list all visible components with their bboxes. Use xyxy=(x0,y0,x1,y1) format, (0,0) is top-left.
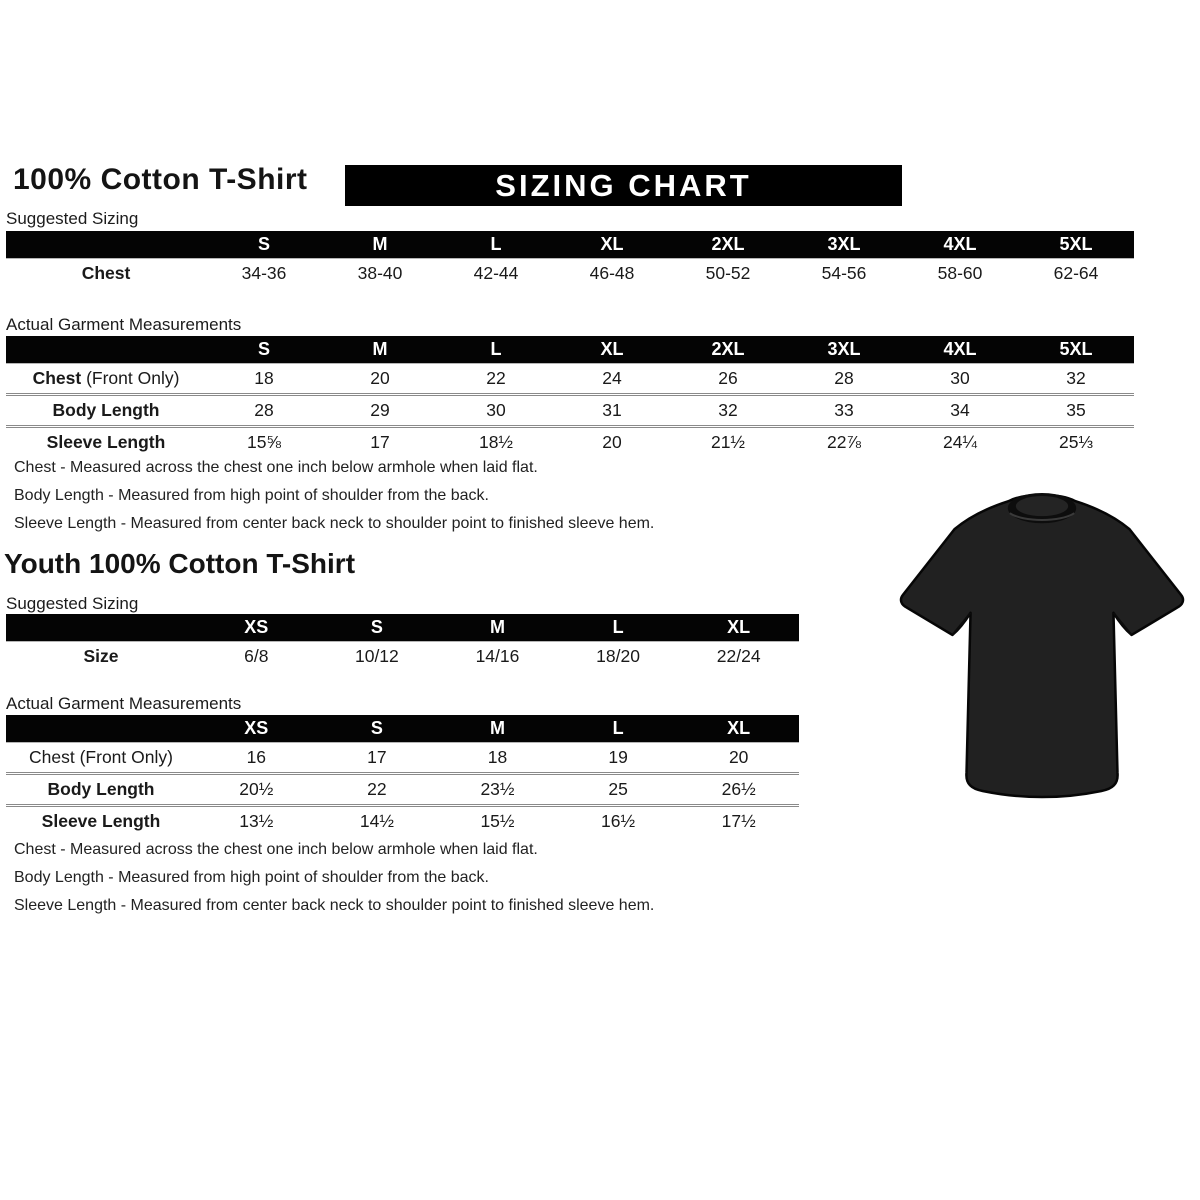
cell: 54-56 xyxy=(821,263,867,283)
cell: 15⅝ xyxy=(206,427,322,458)
col-header: XS xyxy=(196,614,317,642)
col-header: S xyxy=(206,231,322,259)
youth-actual-table xyxy=(6,715,799,836)
cell: 30 xyxy=(438,395,554,427)
cell: 18 xyxy=(254,368,274,388)
col-header: L xyxy=(558,715,679,743)
row-label-suffix: (Front Only) xyxy=(86,368,180,388)
table-row xyxy=(6,259,1134,289)
cell: 22⅞ xyxy=(786,427,902,458)
col-header: S xyxy=(317,614,438,642)
col-header: M xyxy=(322,336,438,364)
adult-suggested-table xyxy=(6,231,1134,288)
table-row xyxy=(6,642,799,672)
row-label: Sleeve Length xyxy=(6,806,196,837)
row-label: Sleeve Length xyxy=(6,427,206,458)
cell: 58-60 xyxy=(937,263,983,283)
row-label: Body Length xyxy=(6,395,206,427)
tshirt-icon xyxy=(888,476,1196,810)
cell: 18½ xyxy=(438,427,554,458)
cell: 25⅓ xyxy=(1018,427,1134,458)
adult-actual-label: Actual Garment Measurements xyxy=(6,315,242,334)
note-body-length: Body Length - Measured from high point of shoulder from the back. xyxy=(14,487,489,504)
adult-suggested-label: Suggested Sizing xyxy=(6,209,139,228)
adult-measurement-notes xyxy=(14,459,654,543)
cell: 17½ xyxy=(678,806,799,837)
col-header: XL xyxy=(554,336,670,364)
cell: 20 xyxy=(728,747,749,767)
adult-actual-table xyxy=(6,336,1134,457)
col-header: L xyxy=(438,336,554,364)
cell: 22 xyxy=(317,774,438,806)
youth-section-title: Youth 100% Cotton T-Shirt xyxy=(4,548,356,579)
cell: 28 xyxy=(206,395,322,427)
note-chest: Chest - Measured across the chest one inch below armhole when laid flat. xyxy=(14,459,538,476)
col-header: M xyxy=(322,231,438,259)
row-label xyxy=(6,364,206,395)
col-header: M xyxy=(437,614,558,642)
table-row-chest xyxy=(6,364,1134,395)
youth-suggested-label: Suggested Sizing xyxy=(6,594,139,613)
cell: 18 xyxy=(487,747,508,767)
col-header: 3XL xyxy=(786,336,902,364)
page-title: 100% Cotton T-Shirt xyxy=(13,163,308,196)
cell: 22/24 xyxy=(716,646,761,666)
col-header: M xyxy=(437,715,558,743)
cell: 30 xyxy=(950,368,970,388)
col-header: L xyxy=(558,614,679,642)
cell: 17 xyxy=(322,427,438,458)
youth-measurement-notes xyxy=(14,841,654,925)
cell: 14½ xyxy=(317,806,438,837)
cell: 20 xyxy=(370,368,390,388)
row-label: Body Length xyxy=(6,774,196,806)
table-row-sleeve-length xyxy=(6,427,1134,458)
note-body-length: Body Length - Measured from high point of shoulder from the back. xyxy=(14,869,489,886)
cell: 62-64 xyxy=(1053,263,1099,283)
cell: 13½ xyxy=(196,806,317,837)
cell: 20½ xyxy=(196,774,317,806)
row-label-main: Chest xyxy=(32,368,82,388)
sizing-chart-banner: SIZING CHART xyxy=(345,165,902,206)
header-row xyxy=(6,336,1134,364)
cell: 46-48 xyxy=(589,263,635,283)
cell: 15½ xyxy=(437,806,558,837)
cell: 23½ xyxy=(437,774,558,806)
row-label: Size xyxy=(83,646,119,666)
col-header-blank xyxy=(6,715,196,743)
col-header: 4XL xyxy=(902,231,1018,259)
cell: 14/16 xyxy=(475,646,520,666)
cell: 17 xyxy=(367,747,387,767)
row-label-suffix: (Front Only) xyxy=(79,747,173,767)
note-sleeve-length: Sleeve Length - Measured from center back neck to shoulder point to finished sleeve hem. xyxy=(14,515,655,532)
col-header: XL xyxy=(554,231,670,259)
cell: 34 xyxy=(902,395,1018,427)
cell: 34-36 xyxy=(241,263,287,283)
cell: 20 xyxy=(554,427,670,458)
row-label xyxy=(6,743,196,774)
cell: 24 xyxy=(602,368,622,388)
table-row-sleeve-length xyxy=(6,806,799,837)
cell: 28 xyxy=(834,368,854,388)
table-row-chest xyxy=(6,743,799,774)
note-sleeve-length: Sleeve Length - Measured from center back neck to shoulder point to finished sleeve hem. xyxy=(14,897,655,914)
col-header: XL xyxy=(678,715,799,743)
col-header: 5XL xyxy=(1018,336,1134,364)
cell: 24¼ xyxy=(902,427,1018,458)
cell: 16½ xyxy=(558,806,679,837)
col-header: S xyxy=(317,715,438,743)
table-row-body-length xyxy=(6,395,1134,427)
col-header: 2XL xyxy=(670,336,786,364)
col-header: L xyxy=(438,231,554,259)
cell: 21½ xyxy=(670,427,786,458)
col-header: S xyxy=(206,336,322,364)
cell: 26½ xyxy=(678,774,799,806)
cell: 6/8 xyxy=(244,646,269,666)
header-row xyxy=(6,231,1134,259)
cell: 16 xyxy=(246,747,267,767)
note-chest: Chest - Measured across the chest one inch below armhole when laid flat. xyxy=(14,841,538,858)
col-header: XL xyxy=(678,614,799,642)
black-tshirt-image xyxy=(888,476,1196,810)
col-header: 4XL xyxy=(902,336,1018,364)
youth-actual-label: Actual Garment Measurements xyxy=(6,694,242,713)
cell: 19 xyxy=(608,747,628,767)
cell: 35 xyxy=(1018,395,1134,427)
header-row xyxy=(6,614,799,642)
cell: 31 xyxy=(554,395,670,427)
col-header: 2XL xyxy=(670,231,786,259)
col-header: XS xyxy=(196,715,317,743)
col-header: 5XL xyxy=(1018,231,1134,259)
col-header-blank xyxy=(6,231,206,259)
cell: 32 xyxy=(1066,368,1086,388)
cell: 22 xyxy=(486,368,506,388)
cell: 29 xyxy=(322,395,438,427)
cell: 38-40 xyxy=(357,263,403,283)
header-row xyxy=(6,715,799,743)
cell: 50-52 xyxy=(705,263,751,283)
cell: 26 xyxy=(718,368,738,388)
cell: 33 xyxy=(786,395,902,427)
cell: 32 xyxy=(670,395,786,427)
cell: 18/20 xyxy=(596,646,640,666)
col-header-blank xyxy=(6,614,196,642)
row-label-main: Chest xyxy=(29,747,75,767)
row-label: Chest xyxy=(81,263,131,283)
youth-suggested-table xyxy=(6,614,799,671)
cell: 25 xyxy=(558,774,679,806)
table-row-body-length xyxy=(6,774,799,806)
col-header: 3XL xyxy=(786,231,902,259)
col-header-blank xyxy=(6,336,206,364)
cell: 10/12 xyxy=(354,646,399,666)
cell: 42-44 xyxy=(473,263,519,283)
